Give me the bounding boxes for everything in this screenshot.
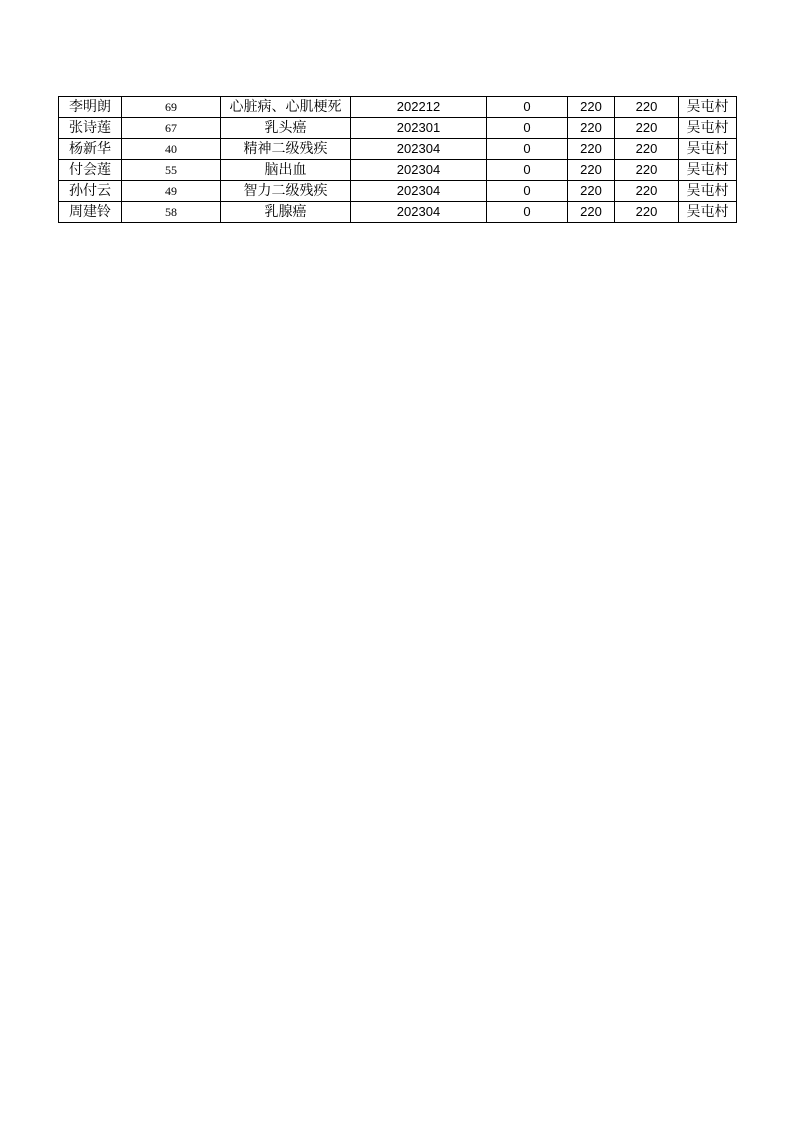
age-cell: 55 (122, 160, 221, 181)
value1-cell: 0 (487, 181, 568, 202)
age-cell: 69 (122, 97, 221, 118)
name-cell: 李明朗 (59, 97, 122, 118)
date-cell: 202212 (351, 97, 487, 118)
value2-cell: 220 (568, 202, 615, 223)
value2-cell: 220 (568, 118, 615, 139)
condition-cell: 精神二级残疾 (221, 139, 351, 160)
age-cell: 67 (122, 118, 221, 139)
table-row (59, 181, 737, 202)
condition-cell: 心脏病、心肌梗死 (221, 97, 351, 118)
village-cell: 吴屯村 (679, 160, 737, 181)
value1-cell: 0 (487, 202, 568, 223)
condition-cell: 乳头癌 (221, 118, 351, 139)
name-cell: 付会莲 (59, 160, 122, 181)
age-cell: 49 (122, 181, 221, 202)
village-cell: 吴屯村 (679, 202, 737, 223)
condition-cell: 乳腺癌 (221, 202, 351, 223)
value3-cell: 220 (615, 202, 679, 223)
value2-cell: 220 (568, 181, 615, 202)
village-cell: 吴屯村 (679, 181, 737, 202)
date-cell: 202304 (351, 160, 487, 181)
date-cell: 202301 (351, 118, 487, 139)
table-row (59, 202, 737, 223)
value3-cell: 220 (615, 181, 679, 202)
name-cell: 张诗莲 (59, 118, 122, 139)
records-table (58, 96, 737, 223)
table-row (59, 160, 737, 181)
value3-cell: 220 (615, 139, 679, 160)
village-cell: 吴屯村 (679, 97, 737, 118)
value3-cell: 220 (615, 97, 679, 118)
value1-cell: 0 (487, 97, 568, 118)
name-cell: 杨新华 (59, 139, 122, 160)
name-cell: 孙付云 (59, 181, 122, 202)
value3-cell: 220 (615, 118, 679, 139)
value2-cell: 220 (568, 97, 615, 118)
value2-cell: 220 (568, 160, 615, 181)
table-row (59, 118, 737, 139)
age-cell: 58 (122, 202, 221, 223)
date-cell: 202304 (351, 181, 487, 202)
date-cell: 202304 (351, 202, 487, 223)
value2-cell: 220 (568, 139, 615, 160)
value1-cell: 0 (487, 139, 568, 160)
condition-cell: 脑出血 (221, 160, 351, 181)
age-cell: 40 (122, 139, 221, 160)
name-cell: 周建铃 (59, 202, 122, 223)
table-row (59, 97, 737, 118)
village-cell: 吴屯村 (679, 118, 737, 139)
condition-cell: 智力二级残疾 (221, 181, 351, 202)
date-cell: 202304 (351, 139, 487, 160)
village-cell: 吴屯村 (679, 139, 737, 160)
value1-cell: 0 (487, 118, 568, 139)
value1-cell: 0 (487, 160, 568, 181)
table-row (59, 139, 737, 160)
value3-cell: 220 (615, 160, 679, 181)
